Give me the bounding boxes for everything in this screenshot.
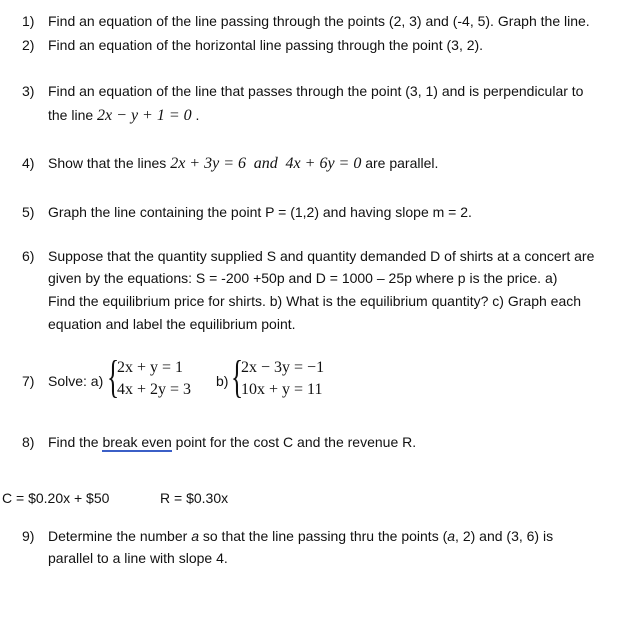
problem-4-text: [48, 154, 438, 173]
cost-function: C = $0.20x + $50: [2, 490, 110, 506]
problem-9-suffix: , 2) and (3, 6) is: [455, 528, 554, 544]
problem-6-line-1: Suppose that the quantity supplied S and quantity demanded D of shirts at a concert are: [48, 248, 595, 264]
problem-4-number: 4): [22, 155, 35, 171]
problem-6-line-2: given by the equations: S = -200 +50p and D = 1000 – 25p where p is the price. a): [48, 270, 558, 286]
problem-6-number: 6): [22, 248, 35, 264]
problem-3-equation: 2x − y + 1 = 0: [97, 107, 192, 124]
system-a-brace: {: [107, 351, 120, 402]
problem-9-line-2: parallel to a line with slope 4.: [48, 550, 228, 566]
revenue-function: R = $0.30x: [160, 490, 229, 506]
problem-4-prefix: Show that the lines: [48, 155, 167, 171]
problem-8-prefix: Find the: [48, 434, 99, 450]
problem-8-text: [48, 433, 416, 451]
problem-2-number: 2): [22, 37, 35, 53]
problem-7-number: 7): [22, 373, 35, 389]
problem-9-line-1: [48, 527, 553, 545]
problem-1-text: Find an equation of the line passing through the points (2, 3) and (-4, 5). Graph the line.: [48, 13, 590, 29]
system-b-equation-2: 10x + y = 11: [241, 381, 323, 398]
problem-3-number: 3): [22, 83, 35, 99]
problem-7-label-b: b): [216, 373, 229, 389]
problem-4-equation-2: 4x + 6y = 0: [285, 155, 362, 172]
system-b-brace: {: [231, 351, 244, 402]
problem-3-period: .: [195, 107, 200, 123]
problem-5-number: 5): [22, 204, 35, 220]
problem-4-and: and: [253, 155, 278, 172]
problem-8-suffix: point for the cost C and the revenue R.: [175, 434, 417, 450]
problem-3-line-1: Find an equation of the line that passes through the point (3, 1) and is perpendicular to: [48, 83, 584, 99]
problem-9-prefix: Determine the number: [48, 528, 188, 544]
problem-9-middle: so that the line passing thru the points (: [202, 528, 448, 544]
problem-3-line-2: [48, 106, 199, 125]
problem-1-number: 1): [22, 13, 35, 29]
problem-4-suffix: are parallel.: [365, 155, 439, 171]
problem-3-line-2-prefix: the line: [48, 107, 94, 123]
problem-8-number: 8): [22, 434, 35, 450]
problem-9-number: 9): [22, 528, 35, 544]
problem-9-variable-a: a: [191, 528, 199, 544]
system-a-equation-1: 2x + y = 1: [117, 359, 184, 376]
problem-5-text: Graph the line containing the point P = (1,2) and having slope m = 2.: [48, 204, 472, 220]
problem-9-variable-a-2: a: [447, 528, 456, 544]
problem-4-equation-1: 2x + 3y = 6: [170, 155, 246, 172]
system-a-equation-2: 4x + 2y = 3: [117, 381, 192, 398]
break-even-term: break even: [102, 434, 172, 450]
problem-7-label-a: Solve: a): [48, 373, 104, 389]
problem-2-text: Find an equation of the horizontal line passing through the point (3, 2).: [48, 37, 484, 53]
system-b-equation-1: 2x − 3y = −1: [241, 359, 325, 376]
problem-6-line-3: Find the equilibrium price for shirts. b) What is the equilibrium quantity? c) Graph each: [48, 293, 582, 309]
problem-6-line-4: equation and label the equilibrium point.: [48, 316, 296, 332]
